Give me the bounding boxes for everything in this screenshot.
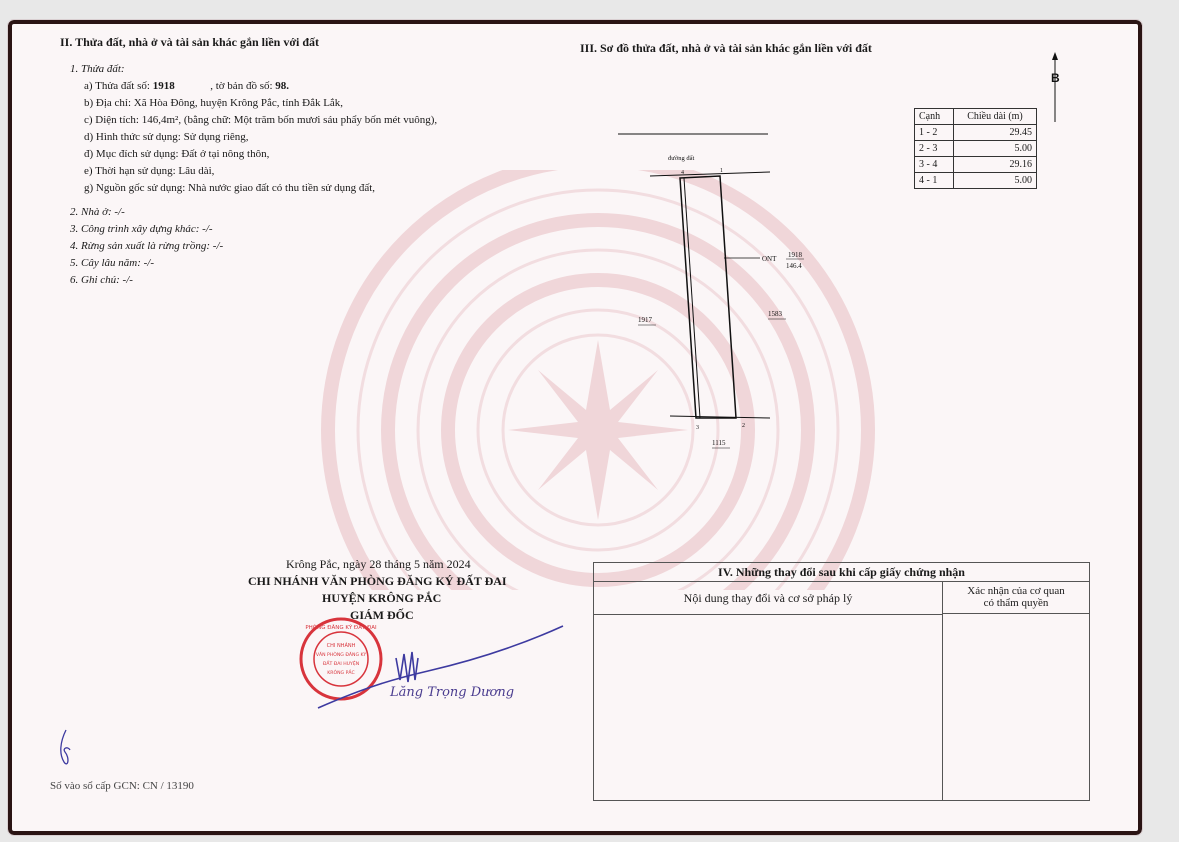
north-arrow (1042, 50, 1072, 124)
neighbor-bottom-parcel: 1115 (712, 439, 726, 447)
usage-purpose-line: đ) Mục đích sử dụng: Đất ở tại nông thôn, (84, 148, 270, 160)
edge-col-header: Cạnh (915, 109, 954, 125)
stamp-center-line4: KRÔNG PẮC (327, 671, 355, 676)
plantation-forest-item: 4. Rừng sản xuất là rừng trồng: -/- (70, 240, 224, 252)
change-content-header: Nội dung thay đổi và cơ sở pháp lý (594, 582, 943, 615)
section-2-title: II. Thửa đất, nhà ở và tài sản khác gắn liền với đất (60, 35, 320, 49)
parcel-number-label: a) Thửa đất số: (84, 80, 150, 92)
area-line: c) Diện tích: 146,4m², (bằng chữ: Một trăm bốn mươi sáu phẩy bốn mét vuông), (84, 114, 438, 126)
edge-length: 5.00 (954, 173, 1037, 189)
signer-name: Lăng Trọng Dương (390, 685, 515, 700)
usage-origin-line: g) Nguồn gốc sử dụng: Nhà nước giao đất có thu tiền sử dụng đất, (84, 182, 376, 194)
parcel-inner-line (684, 178, 700, 418)
map-sheet-number: 98. (275, 80, 290, 92)
neighbor-right-parcel: 1583 (768, 310, 782, 318)
neighbor-left-parcel: 1917 (638, 316, 652, 324)
edge-length: 5.00 (954, 141, 1037, 157)
edge-length: 29.16 (954, 157, 1037, 173)
road-edge-bottom (650, 172, 770, 176)
table-row (915, 157, 1037, 173)
vertex-1: 1 (720, 168, 723, 174)
parcel-area-label: 146.4 (786, 262, 802, 270)
other-construction-item: 3. Công trình xây dựng khác: -/- (70, 223, 213, 235)
section-3-title: III. Sơ đồ thửa đất, nhà ở và tài sản khác gắn liền với đất (580, 41, 872, 55)
stamp-center-line3: ĐẤT ĐAI HUYỆN (322, 662, 360, 667)
usage-term-line: e) Thời hạn sử dụng: Lâu dài, (84, 165, 215, 177)
director-signature-stroke (308, 616, 568, 716)
stamp-center-line2: VĂN PHÒNG ĐĂNG KÝ (315, 653, 367, 658)
usage-form-line: d) Hình thức sử dụng: Sử dụng riêng, (84, 131, 249, 143)
table-row (915, 173, 1037, 189)
parcel-number-line (84, 80, 289, 93)
changes-after-issuance-table (593, 562, 1090, 801)
authority-confirmation-header (943, 582, 1089, 614)
register-number: Số vào sổ cấp GCN: CN / 13190 (50, 780, 194, 792)
perennial-trees-item: 5. Cây lâu năm: -/- (70, 257, 155, 269)
parcel-outline (680, 176, 736, 418)
parcel-number-label: 1918 (788, 251, 802, 259)
edge-length-table (914, 108, 1037, 189)
vertex-3: 3 (696, 425, 699, 431)
parcel-number: 1918 (152, 80, 175, 92)
land-use-code: ONT (762, 255, 777, 263)
certificate-page (8, 20, 1142, 835)
edge-length: 29.45 (954, 125, 1037, 141)
edge-label: 1 - 2 (915, 125, 954, 141)
north-letter: B (1051, 71, 1060, 85)
clerk-initial-mark (56, 728, 76, 772)
map-sheet-label: , tờ bản đồ số: (210, 80, 273, 92)
parcel-sketch (608, 120, 828, 460)
road-label: đường đất (668, 155, 695, 162)
authority-confirmation-line2: có thẩm quyền (983, 597, 1049, 609)
table-row (915, 125, 1037, 141)
edge-label: 3 - 4 (915, 157, 954, 173)
stamp-ring-text: PHÒNG ĐĂNG KÝ ĐẤT ĐAI (305, 625, 377, 631)
address-line: b) Địa chỉ: Xã Hòa Đông, huyện Krông Pắc, tỉnh Đắk Lắk, (84, 97, 344, 109)
length-col-header: Chiều dài (m) (954, 109, 1037, 125)
stamp-center-line1: CHI NHÁNH (326, 643, 356, 649)
table-row (915, 141, 1037, 157)
column-divider (942, 614, 943, 800)
director-title: GIÁM ĐỐC (350, 608, 414, 622)
issuing-org-line2: HUYỆN KRÔNG PẮC (322, 591, 442, 605)
house-item: 2. Nhà ở: -/- (70, 206, 125, 218)
notes-item: 6. Ghi chú: -/- (70, 274, 133, 286)
edge-label: 2 - 3 (915, 141, 954, 157)
edge-label: 4 - 1 (915, 173, 954, 189)
changes-title: IV. Những thay đổi sau khi cấp giấy chứng nhận (594, 563, 1089, 582)
parcel-subheading: 1. Thửa đất: (70, 63, 125, 75)
vertex-4: 4 (681, 170, 684, 176)
issuing-org-line1: CHI NHÁNH VĂN PHÒNG ĐĂNG KÝ ĐẤT ĐAI (248, 574, 507, 588)
place-date: Krông Pắc, ngày 28 tháng 5 năm 2024 (286, 557, 471, 571)
vertex-2: 2 (742, 423, 745, 429)
authority-confirmation-line1: Xác nhận của cơ quan (967, 585, 1065, 597)
